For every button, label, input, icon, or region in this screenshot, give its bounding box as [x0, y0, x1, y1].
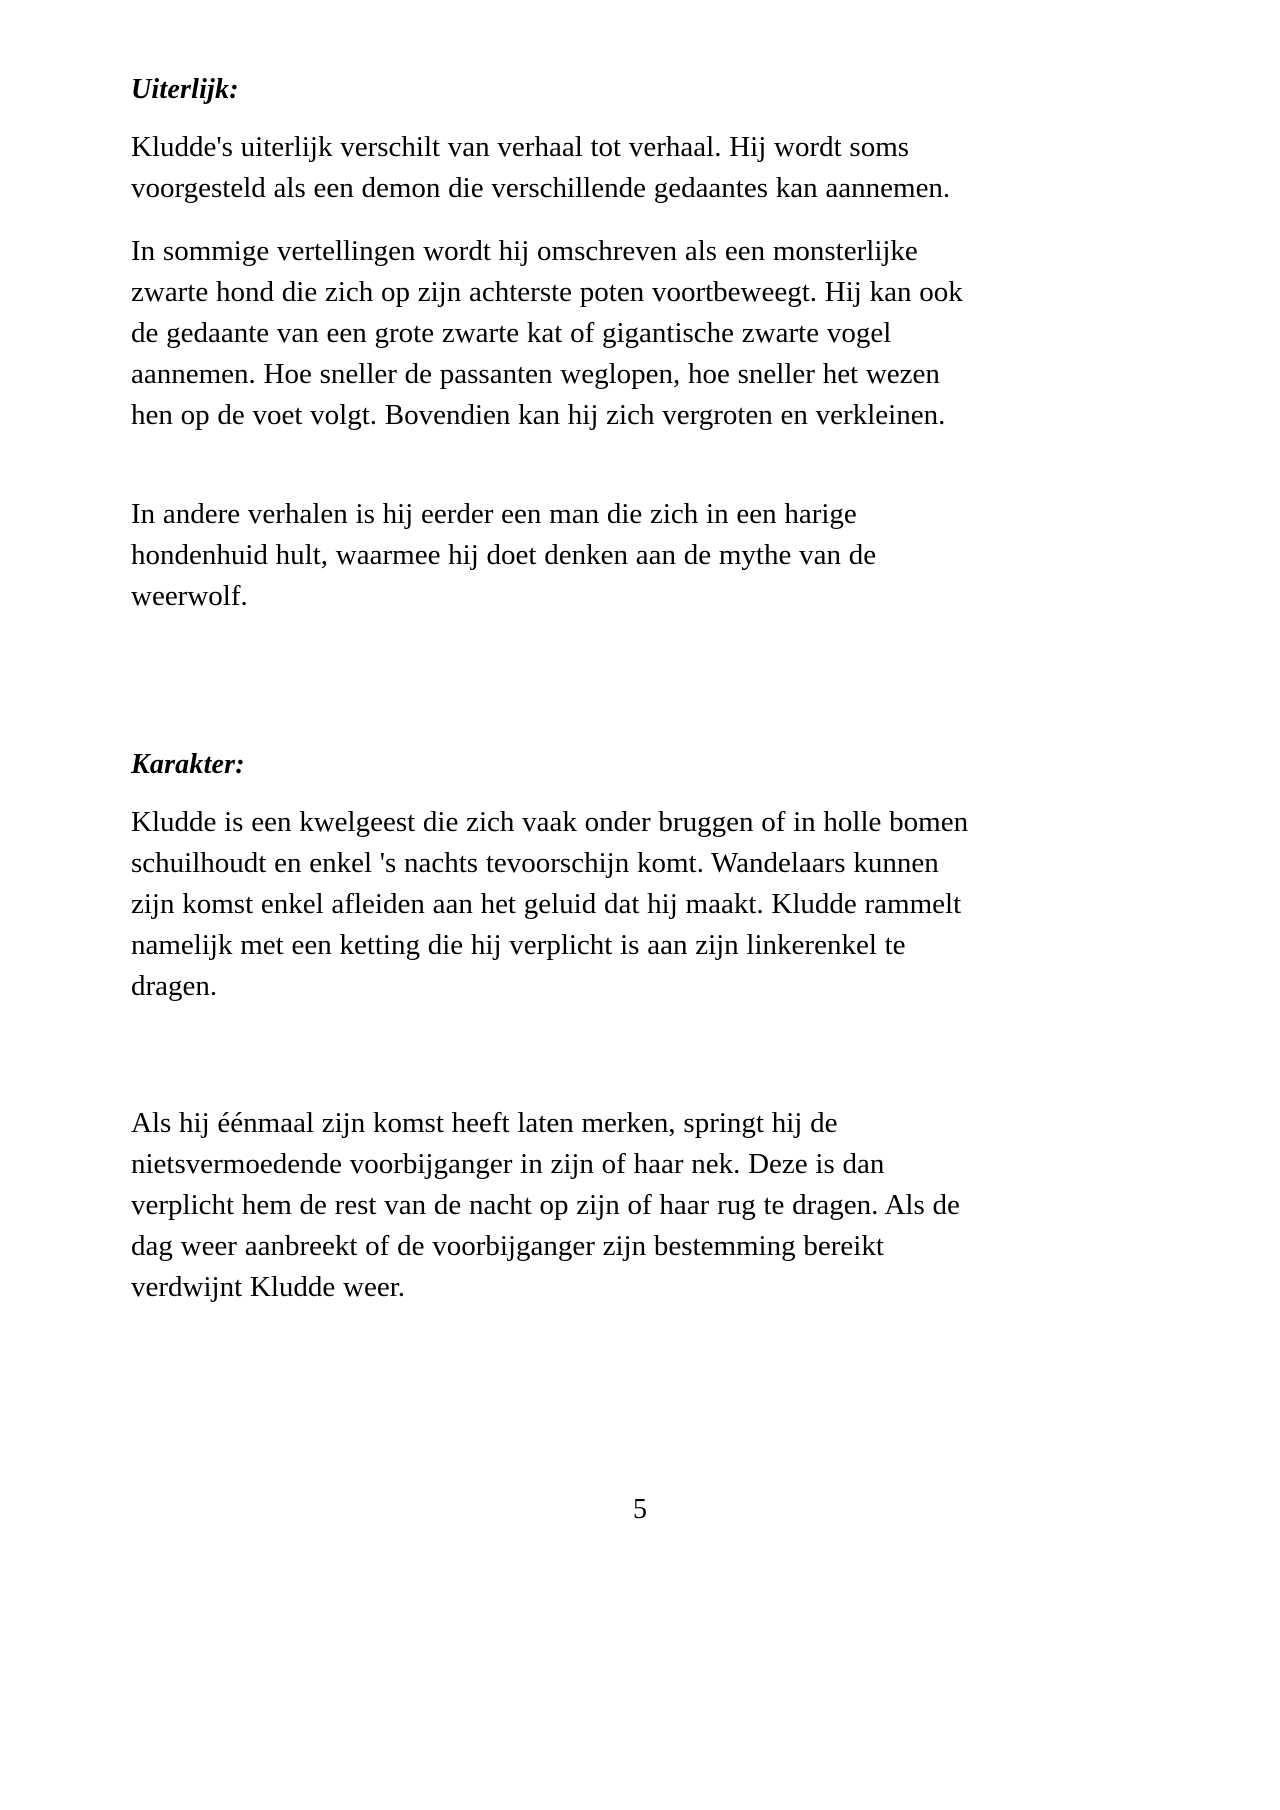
page-number: 5: [633, 1494, 647, 1525]
paragraph-spacer-1: [131, 436, 986, 494]
paragraph-karakter-2: Als hij éénmaal zijn komst heeft laten merken, springt hij de nietsvermoedende voorbijganger in zijn of haar nek. Deze is dan verplicht hem de rest van de nacht op zijn of haar rug te dragen. Als de dag weer aanbreekt of de voorbijganger zijn bestemming bereikt verdwijnt Kludde weer.: [131, 1107, 960, 1303]
paragraph-uiterlijk-1: Kludde's uiterlijk verschilt van verhaal tot verhaal. Hij wordt soms voorgesteld als een demon die verschillende gedaantes kan aannemen.: [131, 131, 951, 204]
section-spacer: [131, 617, 986, 747]
section-heading-uiterlijk: Uiterlijk:: [131, 74, 239, 105]
paragraph-spacer-2: [131, 1007, 986, 1103]
paragraph-uiterlijk-2: In sommige vertellingen wordt hij omschreven als een monsterlijke zwarte hond die zich op zijn achterste poten voortbeweegt. Hij kan ook de gedaante van een grote zwarte kat of gigantische zwarte vogel aannemen. Hoe sneller de passanten weglopen, hoe sneller het wezen hen op de voet volgt. Bovendien kan hij zich vergroten en verkleinen.: [131, 235, 963, 431]
page-content: [131, 72, 986, 1308]
paragraph-uiterlijk-3: In andere verhalen is hij eerder een man die zich in een harige hondenhuid hult, waarmee hij doet denken aan de mythe van de weerwolf.: [131, 498, 877, 612]
section-heading-karakter: Karakter:: [131, 749, 245, 780]
paragraph-karakter-1: Kludde is een kwelgeest die zich vaak onder bruggen of in holle bomen schuilhoudt en enkel 's nachts tevoorschijn komt. Wandelaars kunnen zijn komst enkel afleiden aan het geluid dat hij maakt. Kludde rammelt namelijk met een ketting die hij verplicht is aan zijn linkerenkel te dragen.: [131, 806, 969, 1002]
